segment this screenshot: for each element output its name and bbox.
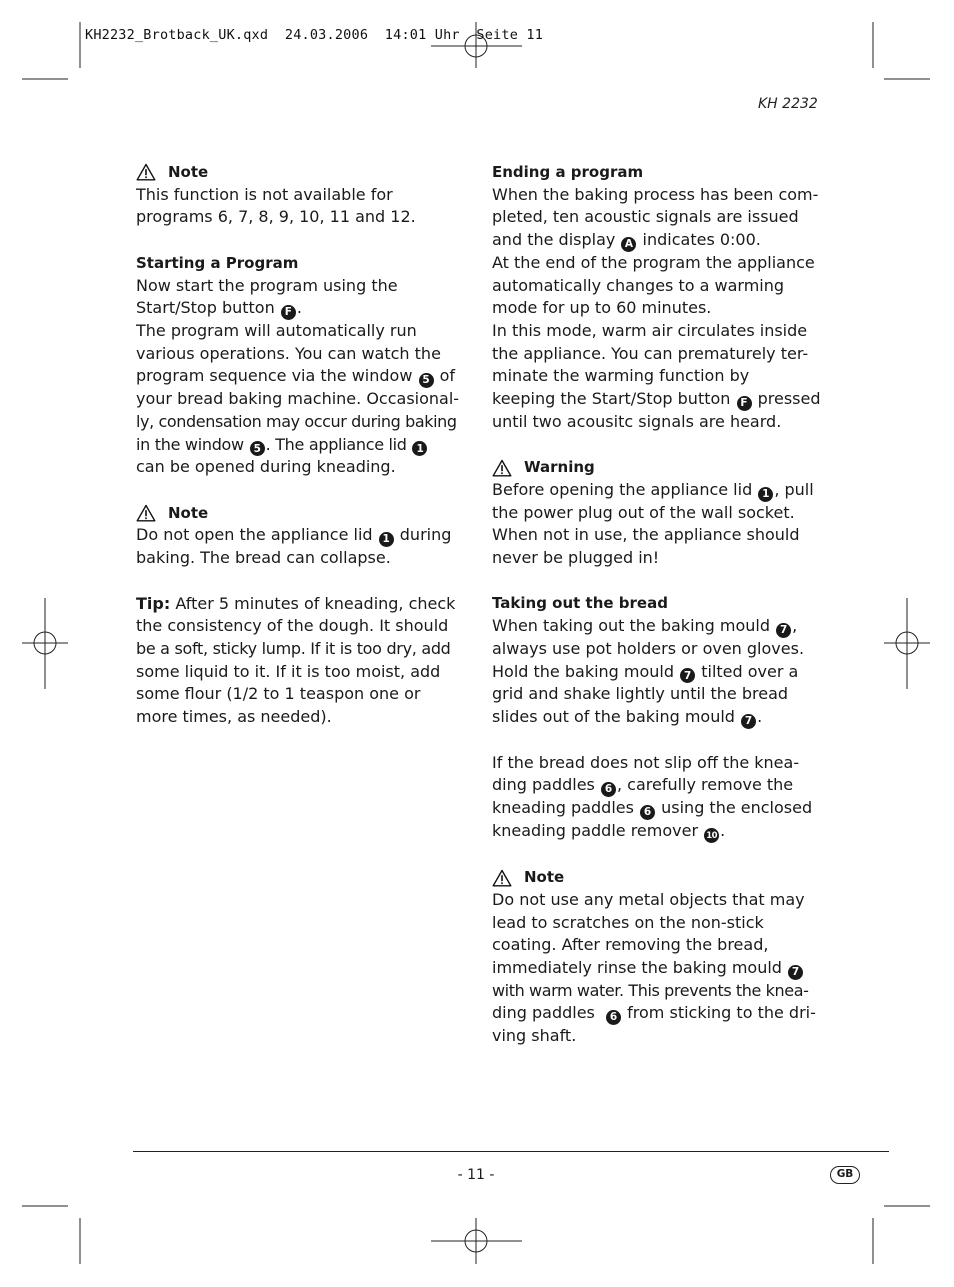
note-heading-text: Note <box>168 163 209 181</box>
text-line: ding paddles 6 , carefully remove the <box>492 775 794 796</box>
part-marker: 7 <box>680 668 695 683</box>
text-line: ding paddles 6 from sticking to the dri- <box>492 1003 816 1024</box>
part-marker: 6 <box>640 805 655 820</box>
text-line: never be plugged in! <box>492 548 660 568</box>
text-line: Before opening the appliance lid 1 , pull <box>492 479 814 500</box>
text-line: baking. The bread can collapse. <box>136 548 391 568</box>
part-marker: 10 <box>704 828 719 843</box>
text-line: programs 6, 7, 8, 9, 10, 11 and 12. <box>136 207 416 227</box>
warning-heading <box>492 456 822 479</box>
text-line: keeping the Start/Stop button F pressed <box>492 389 821 410</box>
warning-triangle-icon <box>136 163 156 181</box>
part-marker: 7 <box>788 965 803 980</box>
note-heading <box>492 866 822 889</box>
text-line: the power plug out of the wall socket. <box>492 502 795 522</box>
warning-triangle-icon <box>492 459 512 477</box>
text-line: grid and shake lightly until the bread <box>492 684 789 704</box>
part-marker: 7 <box>741 714 756 729</box>
note-heading <box>136 502 464 525</box>
note-heading-text: Note <box>524 868 565 887</box>
text-line: coating. After removing the bread, <box>492 935 769 955</box>
text-line: more times, as needed). <box>136 707 332 727</box>
text-line: be a soft, sticky lump. If it is too dry, add <box>136 638 451 658</box>
section-heading: Starting a Program <box>136 253 299 272</box>
text-line: If the bread does not slip off the knea- <box>492 752 800 772</box>
text-line: In this mode, warm air circulates inside <box>492 320 808 340</box>
part-marker: 5 <box>419 373 434 388</box>
text-line: and the display A indicates 0:00. <box>492 230 761 251</box>
page-number: - 11 - <box>457 1167 495 1183</box>
text-line: When the baking process has been com- <box>492 184 819 204</box>
text-line: minate the warming function by <box>492 366 750 386</box>
note-heading-text: Note <box>168 503 209 522</box>
text-line: various operations. You can watch the <box>136 343 441 363</box>
text-line: pleted, ten acoustic signals are issued <box>492 207 799 227</box>
text-line: can be opened during kneading. <box>136 457 396 477</box>
part-marker: F <box>281 305 296 320</box>
text-line: immediately rinse the baking mould 7 <box>492 957 822 980</box>
text-line: program sequence via the window 5 of <box>136 366 456 387</box>
text-line: When taking out the baking mould 7 , <box>492 616 798 637</box>
part-marker: 1 <box>412 441 427 456</box>
country-badge: GB <box>830 1166 860 1184</box>
warning-triangle-icon <box>492 869 512 887</box>
tip-line: Tip: After 5 minutes of kneading, check <box>136 593 456 613</box>
part-marker: 7 <box>776 623 791 638</box>
text-line: lead to scratches on the non-stick <box>492 912 764 932</box>
text-line: Start/Stop button F . <box>136 298 302 319</box>
text-line: the consistency of the dough. It should <box>136 616 449 636</box>
section-heading: Taking out the bread <box>492 594 668 613</box>
text-line: some flour (1/2 to 1 teaspon one or <box>136 684 421 704</box>
section-heading: Ending a program <box>492 163 644 181</box>
text-line: Do not open the appliance lid 1 during <box>136 525 452 546</box>
part-marker: 1 <box>379 532 394 547</box>
part-marker: 6 <box>601 782 616 797</box>
part-marker: 6 <box>606 1010 621 1025</box>
tip-label: Tip: <box>136 593 171 613</box>
text-line: Hold the baking mould 7 tilted over a <box>492 661 799 682</box>
text-line: kneading paddle remover 10 . <box>492 820 822 844</box>
text-line: mode for up to 60 minutes. <box>492 298 712 318</box>
file-slug: KH2232_Brotback_UK.qxd 24.03.2006 14:01 Uhr Seite 11 <box>85 27 544 43</box>
text-line: This function is not available for <box>136 184 393 204</box>
text-line: some liquid to it. If it is too moist, add <box>136 661 441 681</box>
text-line: Do not use any metal objects that may <box>492 889 805 909</box>
text-line: your bread baking machine. Occasional- <box>136 389 460 409</box>
left-column <box>136 161 464 729</box>
warning-triangle-icon <box>136 504 156 522</box>
text-line: ving shaft. <box>492 1026 577 1046</box>
part-marker: 1 <box>758 487 773 502</box>
text-line: in the window 5 . The appliance lid 1 <box>136 434 464 457</box>
model-number: KH 2232 <box>758 96 818 112</box>
text-line: until two acousitc signals are heard. <box>492 411 782 431</box>
text-line: automatically changes to a warming <box>492 275 785 295</box>
text-line: Now start the program using the <box>136 275 398 295</box>
note-heading <box>136 161 464 184</box>
part-marker: 5 <box>250 441 265 456</box>
text-line: kneading paddles 6 using the enclosed <box>492 797 813 818</box>
text-line: with warm water. This prevents the knea- <box>492 980 809 1000</box>
part-marker: A <box>621 237 636 252</box>
text-line: The program will automatically run <box>136 320 417 340</box>
text-line: ly, condensation may occur during baking <box>136 411 457 431</box>
right-column <box>492 161 822 1048</box>
footer-rule <box>133 1151 889 1152</box>
text-line: always use pot holders or oven gloves. <box>492 638 805 658</box>
text-line: At the end of the program the appliance <box>492 252 815 272</box>
text-line: slides out of the baking mould 7 . <box>492 707 763 728</box>
text-line: the appliance. You can prematurely ter- <box>492 343 809 363</box>
warning-heading-text: Warning <box>524 458 595 477</box>
part-marker: F <box>737 396 752 411</box>
text-line: When not in use, the appliance should <box>492 525 800 545</box>
